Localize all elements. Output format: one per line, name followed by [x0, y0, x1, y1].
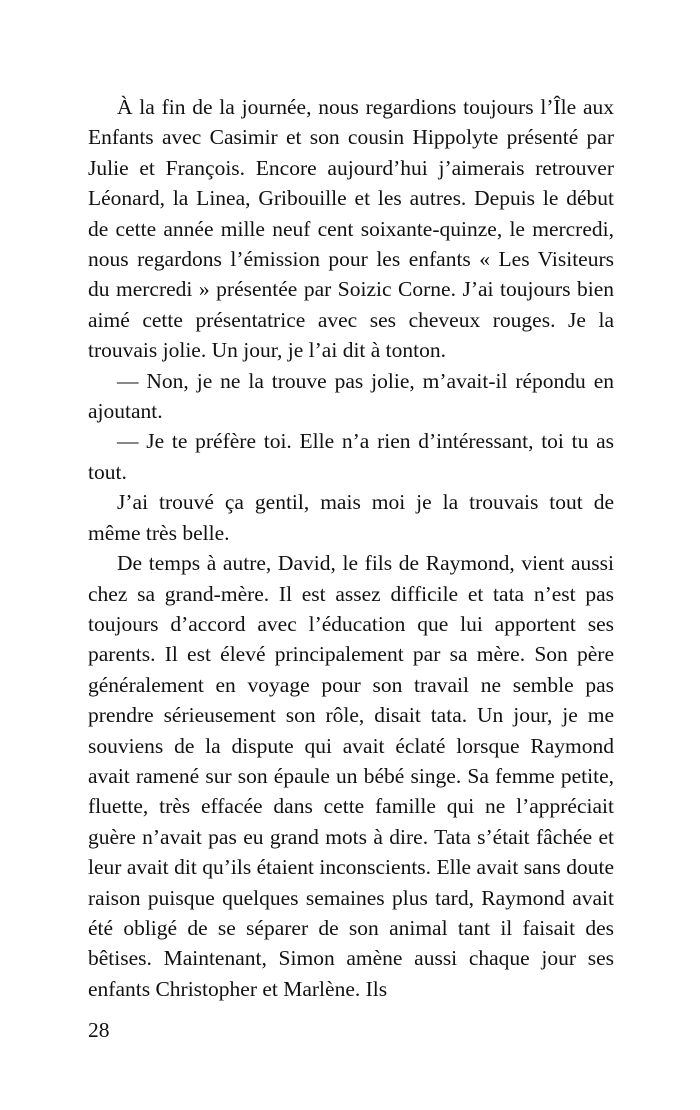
body-text: [88, 92, 614, 1004]
paragraph: De temps à autre, David, le fils de Raymond, vient aussi chez sa grand-mère. Il est assez difficile et tata n’est pas toujours d’accord avec l’éducation que lui apportent ses parents. Il est élevé principalement par sa mère. Son père généralement en voyage pour son travail ne semble pas prendre sérieusement son rôle, disait tata. Un jour, je me souviens de la dispute qui avait éclaté lorsque Raymond avait ramené sur son épaule un bébé singe. Sa femme petite, fluette, très effacée dans cette famille qui ne l’appréciait guère n’avait pas eu grand mots à dire. Tata s’était fâchée et leur avait dit qu’ils étaient inconscients. Elle avait sans doute raison puisque quelques semaines plus tard, Raymond avait été obligé de se séparer de son animal tant il faisait des bêtises. Maintenant, Simon amène aussi chaque jour ses enfants Christopher et Marlène. Ils: [88, 551, 614, 1001]
paragraph: — Je te préfère toi. Elle n’a rien d’intéressant, toi tu as tout.: [88, 429, 614, 484]
paragraph: — Non, je ne la trouve pas jolie, m’avait-il répondu en ajoutant.: [88, 368, 614, 424]
page-number: 28: [88, 1018, 110, 1042]
paragraph: À la fin de la journée, nous regardions toujours l’Île aux Enfants avec Casimir et son cousin Hippolyte présenté par Julie et François. Encore aujourd’hui j’aimerais retrouver Léonard, la Linea, Gribouille et les autres. Depuis le début de cette année mille neuf cent soixante-quinze, le mercredi, nous regardons l’émission pour les enfants « Les Visiteurs du mercredi » présentée par Soizic Corne. J’ai toujours bien aimé cette présentatrice avec ses cheveux rouges. Je la trouvais jolie. Un jour, je l’ai dit à tonton.: [88, 95, 614, 363]
paragraph: J’ai trouvé ça gentil, mais moi je la trouvais tout de même très belle.: [88, 490, 614, 545]
